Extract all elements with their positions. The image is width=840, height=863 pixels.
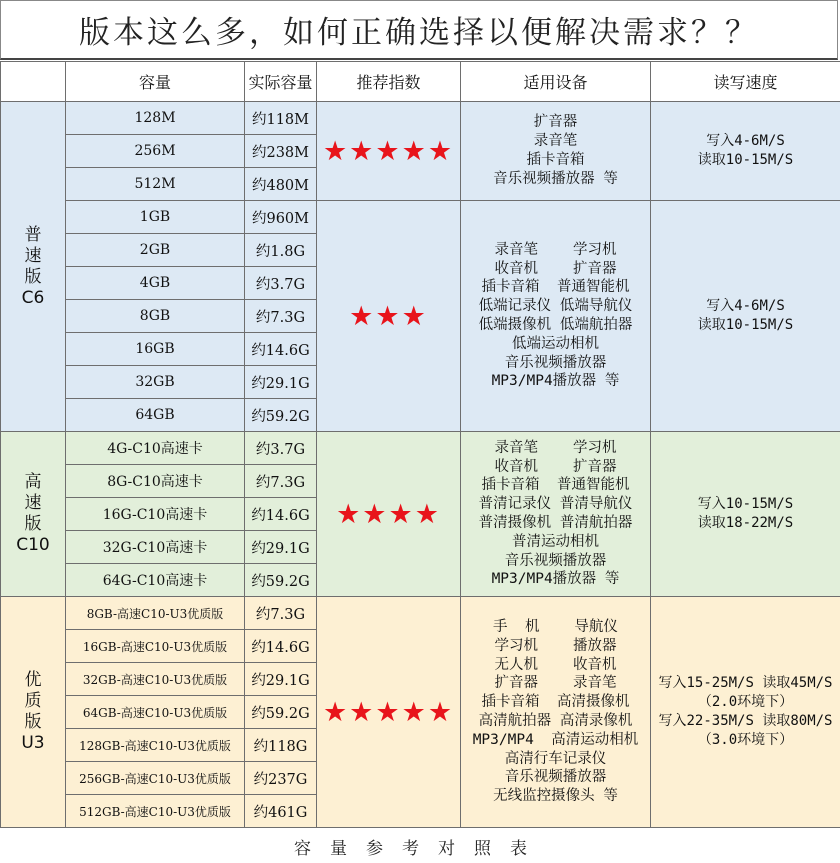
table-row: [1, 201, 840, 234]
capacity-cell: 256GB-高速C10-U3优质版: [66, 762, 245, 795]
rating-stars: [317, 201, 461, 432]
star-icon: ★: [349, 135, 376, 167]
capacity-cell: 128GB-高速C10-U3优质版: [66, 729, 245, 762]
capacity-cell: 16G-C10高速卡: [66, 498, 245, 531]
actual-capacity-cell: 约14.6G: [245, 630, 317, 663]
actual-capacity-cell: 约59.2G: [245, 399, 317, 432]
capacity-cell: 32G-C10高速卡: [66, 531, 245, 564]
actual-capacity-cell: 约7.3G: [245, 300, 317, 333]
actual-capacity-cell: 约461G: [245, 795, 317, 828]
actual-capacity-cell: 约29.1G: [245, 531, 317, 564]
star-icon: ★: [375, 300, 402, 332]
capacity-cell: 512M: [66, 168, 245, 201]
actual-capacity-cell: 约960M: [245, 201, 317, 234]
header-cell: 推荐指数: [317, 62, 461, 102]
capacity-cell: 128M: [66, 102, 245, 135]
actual-capacity-cell: 约118M: [245, 102, 317, 135]
version-label: 高 速 版 C10: [1, 432, 66, 597]
actual-capacity-cell: 约480M: [245, 168, 317, 201]
version-label: 普 速 版 C6: [1, 102, 66, 432]
actual-capacity-cell: 约7.3G: [245, 597, 317, 630]
star-icon: ★: [427, 135, 455, 167]
header-cell: 容量: [66, 62, 245, 102]
star-icon: ★: [336, 498, 363, 530]
actual-capacity-cell: 约7.3G: [245, 465, 317, 498]
capacity-cell: 32GB-高速C10-U3优质版: [66, 663, 245, 696]
header-cell: [1, 62, 66, 102]
actual-capacity-cell: 约14.6G: [245, 333, 317, 366]
star-icon: ★: [388, 498, 415, 530]
header-row: [1, 62, 840, 102]
capacity-cell: 4G-C10高速卡: [66, 432, 245, 465]
star-icon: ★: [401, 300, 428, 332]
capacity-cell: 16GB: [66, 333, 245, 366]
header-cell: 实际容量: [245, 62, 317, 102]
header-cell: 适用设备: [461, 62, 651, 102]
actual-capacity-cell: 约237G: [245, 762, 317, 795]
version-label: 优 质 版 U3: [1, 597, 66, 828]
capacity-cell: 256M: [66, 135, 245, 168]
rating-stars: [317, 432, 461, 597]
table-row: [1, 432, 840, 465]
actual-capacity-cell: 约238M: [245, 135, 317, 168]
capacity-cell: 8GB-高速C10-U3优质版: [66, 597, 245, 630]
capacity-table: [0, 61, 840, 828]
actual-capacity-cell: 约29.1G: [245, 663, 317, 696]
capacity-cell: 64GB: [66, 399, 245, 432]
capacity-cell: 1GB: [66, 201, 245, 234]
star-icon: ★: [375, 135, 402, 167]
star-icon: ★: [362, 498, 389, 530]
page-title: 版本这么多，如何正确选择以便解决需求？？: [0, 0, 838, 60]
capacity-cell: 4GB: [66, 267, 245, 300]
capacity-cell: 32GB: [66, 366, 245, 399]
actual-capacity-cell: 约29.1G: [245, 366, 317, 399]
speed-info: 写入4-6M/S 读取10-15M/S: [651, 102, 840, 201]
star-icon: ★: [322, 696, 350, 728]
capacity-cell: 16GB-高速C10-U3优质版: [66, 630, 245, 663]
capacity-cell: 512GB-高速C10-U3优质版: [66, 795, 245, 828]
header-cell: 读写速度: [651, 62, 840, 102]
capacity-cell: 2GB: [66, 234, 245, 267]
actual-capacity-cell: 约3.7G: [245, 432, 317, 465]
star-icon: ★: [401, 696, 428, 728]
rating-stars: [317, 102, 461, 201]
table-row: [1, 102, 840, 135]
footer-caption: 容量参考对照表: [0, 829, 840, 863]
speed-info: 写入10-15M/S 读取18-22M/S: [651, 432, 840, 597]
capacity-cell: 8G-C10高速卡: [66, 465, 245, 498]
star-icon: ★: [375, 696, 402, 728]
device-list: 扩音器 录音笔 插卡音箱 音乐视频播放器 等: [461, 102, 651, 201]
star-icon: ★: [427, 696, 455, 728]
device-list: 手 机 导航仪 学习机 播放器 无人机 收音机 扩音器 录音笔 插卡音箱 高清摄像机 高清航拍器 高清录像机 MP3/MP4 高清运动相机 高清行车记录仪 音乐视频播放器 无线监控摄像头 等: [461, 597, 651, 828]
star-icon: ★: [322, 135, 350, 167]
speed-info: 写入4-6M/S 读取10-15M/S: [651, 201, 840, 432]
table-row: [1, 597, 840, 630]
star-icon: ★: [414, 498, 441, 530]
actual-capacity-cell: 约1.8G: [245, 234, 317, 267]
actual-capacity-cell: 约14.6G: [245, 498, 317, 531]
rating-stars: [317, 597, 461, 828]
star-icon: ★: [349, 696, 376, 728]
device-list: 录音笔 学习机 收音机 扩音器 插卡音箱 普通智能机 低端记录仪 低端导航仪 低端摄像机 低端航拍器 低端运动相机 音乐视频播放器 MP3/MP4播放器 等: [461, 201, 651, 432]
star-icon: ★: [349, 300, 376, 332]
actual-capacity-cell: 约3.7G: [245, 267, 317, 300]
capacity-cell: 64GB-高速C10-U3优质版: [66, 696, 245, 729]
device-list: 录音笔 学习机 收音机 扩音器 插卡音箱 普通智能机 普清记录仪 普清导航仪 普清摄像机 普清航拍器 普清运动相机 音乐视频播放器 MP3/MP4播放器 等: [461, 432, 651, 597]
capacity-cell: 8GB: [66, 300, 245, 333]
star-icon: ★: [401, 135, 428, 167]
actual-capacity-cell: 约118G: [245, 729, 317, 762]
capacity-cell: 64G-C10高速卡: [66, 564, 245, 597]
actual-capacity-cell: 约59.2G: [245, 564, 317, 597]
actual-capacity-cell: 约59.2G: [245, 696, 317, 729]
speed-info: 写入15-25M/S 读取45M/S （2.0环境下） 写入22-35M/S 读取80M/S （3.0环境下）: [651, 597, 840, 828]
capacity-table-body: [1, 62, 840, 828]
